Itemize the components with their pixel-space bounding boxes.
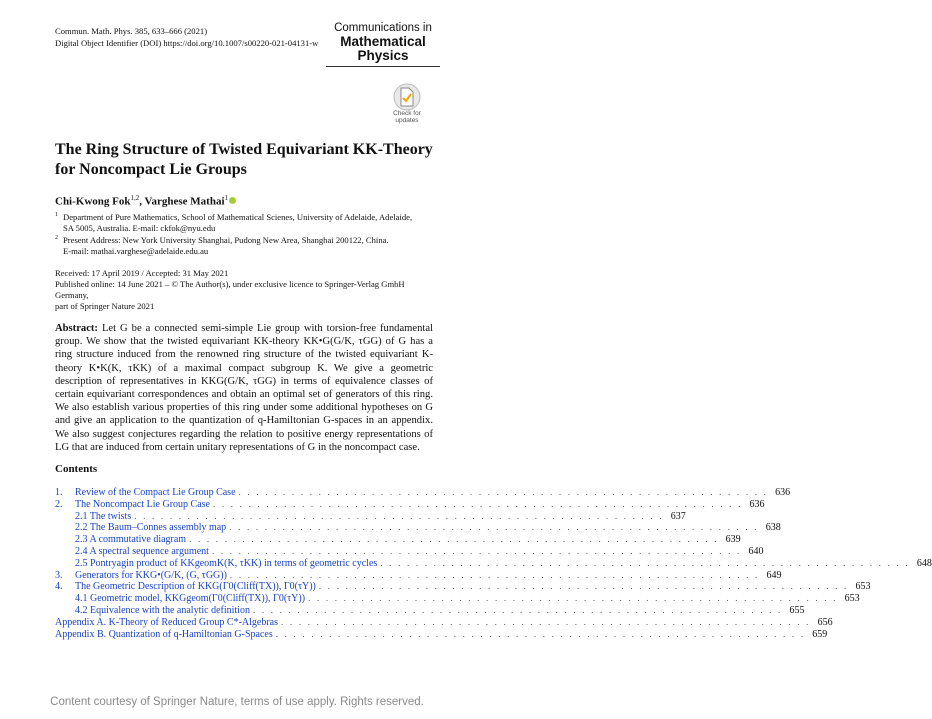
toc-entry-label[interactable]: 2.1 The twists bbox=[75, 510, 132, 522]
toc-entry-page: 653 bbox=[844, 593, 860, 605]
toc-leader-dots: . . . . . . . . . . . . . . . . . . . . . . . . . . . . . . . . . . . . . . . . . . . . . . . . . . . . . . . . . . . . bbox=[189, 534, 719, 545]
toc-entry-label[interactable]: Generators for KKG•(G/K, (G, τGG)) bbox=[75, 569, 227, 581]
authors-line: Chi-Kwong Fok$^{1,2}$, Varghese Mathai$^1$ bbox=[55, 194, 236, 208]
toc-entry-number: 3. bbox=[55, 569, 63, 581]
toc-leader-dots: . . . . . . . . . . . . . . . . . . . . . . . . . . . . . . . . . . . . . . . . . . . . . . . . . . . . . . . . . . . . bbox=[252, 604, 783, 615]
journal-name-line1: Communications in bbox=[334, 22, 432, 34]
article-title: The Ring Structure of Twisted Equivariant KK-Theory for Noncompact Lie Groups bbox=[55, 141, 433, 178]
toc-entry-page: 656 bbox=[817, 616, 833, 628]
toc-entry-label[interactable]: 4.1 Geometric model, KKGgeom(Γ0(Cliff(TX)), Γ0(τY)) bbox=[75, 593, 306, 605]
author-fok: Chi-Kwong Fok bbox=[55, 195, 131, 208]
toc-entry-label[interactable]: 2.2 The Baum–Connes assembly map bbox=[75, 522, 227, 534]
toc-leader-dots: . . . . . . . . . . . . . . . . . . . . . . . . . . . . . . . . . . . . . . . . . . . . . . . . . . . . . . . . . . . . bbox=[238, 487, 769, 497]
toc-entry-page: 637 bbox=[670, 510, 686, 522]
copyright-footer: Content courtesy of Springer Nature, terms of use apply. Rights reserved. bbox=[50, 696, 424, 708]
abstract bbox=[55, 322, 433, 454]
toc-entry-label[interactable]: 2.5 Pontryagin product of KKgeomK(K, τKK) in terms of geometric cycles bbox=[75, 557, 378, 569]
toc-entry-page: 648 bbox=[916, 557, 932, 569]
check-for-updates-label[interactable]: Check for updates bbox=[393, 110, 421, 124]
toc-entry-page: 653 bbox=[855, 581, 871, 593]
toc-entry-page: 638 bbox=[765, 522, 781, 534]
journal-logo bbox=[326, 22, 440, 63]
toc-entry[interactable] bbox=[55, 557, 932, 570]
toc-entry-page: 636 bbox=[775, 487, 791, 498]
journal-name-line2: Mathematical bbox=[340, 34, 426, 49]
toc-leader-dots: . . . . . . . . . . . . . . . . . . . . . . . . . . . . . . . . . . . . . . . . . . . . . . . . . . . . . . . . . . . . bbox=[318, 581, 849, 592]
publication-dates: Received: 17 April 2019 / Accepted: 31 May 2021 Published online: 14 June 2021 – © The Author(s), under exclusive licence to Springer-Verlag GmbH Germany, part of Springer Nature 2021 bbox=[55, 268, 405, 311]
toc-entry[interactable] bbox=[55, 522, 781, 534]
toc-entry-page: 655 bbox=[789, 604, 805, 616]
toc-leader-dots: . . . . . . . . . . . . . . . . . . . . . . . . . . . . . . . . . . . . . . . . . . . . . . . . . . . . . . . . . . . . bbox=[229, 569, 760, 580]
toc-entry-page: 636 bbox=[749, 498, 765, 510]
toc-entry-number: 4. bbox=[55, 581, 63, 593]
contents-heading: Contents bbox=[55, 463, 98, 475]
toc-entry-number: 1. bbox=[55, 487, 63, 498]
toc-entry-number bbox=[55, 546, 75, 558]
toc-entry-number bbox=[55, 522, 75, 534]
check-for-updates-icon[interactable] bbox=[392, 82, 422, 112]
toc-entry-page: 649 bbox=[766, 569, 782, 581]
author-mathai: , Varghese Mathai bbox=[139, 195, 225, 208]
toc-entry-number: 2. bbox=[55, 498, 63, 510]
toc-leader-dots: . . . . . . . . . . . . . . . . . . . . . . . . . . . . . . . . . . . . . . . . . . . . . . . . . . . . . . . . . . . . bbox=[281, 616, 811, 627]
toc-leader-dots: . . . . . . . . . . . . . . . . . . . . . . . . . . . . . . . . . . . . . . . . . . . . . . . . . . . . . . . . . . . . bbox=[134, 510, 664, 521]
toc-entry-number bbox=[55, 511, 75, 523]
doi-line[interactable]: Digital Object Identifier (DOI) https://doi.org/10.1007/s00220-021-04131-w bbox=[55, 38, 319, 48]
toc-leader-dots: . . . . . . . . . . . . . . . . . . . . . . . . . . . . . . . . . . . . . . . . . . . . . . . . . . . . . . . . . . . . bbox=[380, 557, 910, 568]
toc-entry-page: 659 bbox=[812, 628, 828, 640]
toc-entry-number bbox=[55, 558, 75, 570]
toc-entry-number bbox=[55, 605, 75, 617]
toc-entry-label[interactable]: 2.4 A spectral sequence argument bbox=[75, 545, 209, 557]
toc-entry[interactable] bbox=[55, 534, 741, 546]
toc-entry[interactable] bbox=[55, 487, 791, 499]
toc-entry-label[interactable]: 2.3 A commutative diagram bbox=[75, 534, 187, 546]
toc-leader-dots: . . . . . . . . . . . . . . . . . . . . . . . . . . . . . . . . . . . . . . . . . . . . . . . . . . . . . . . . . . . . bbox=[211, 545, 742, 556]
toc-entry[interactable] bbox=[55, 569, 782, 582]
toc-entry-page: 639 bbox=[725, 534, 741, 546]
journal-rule bbox=[326, 66, 440, 67]
toc-entry[interactable] bbox=[55, 581, 871, 593]
toc-entry[interactable] bbox=[55, 510, 686, 523]
toc-entry-page: 640 bbox=[748, 545, 764, 557]
toc-entry-number bbox=[55, 593, 75, 605]
toc-entry[interactable] bbox=[55, 616, 833, 629]
toc-entry[interactable] bbox=[55, 498, 765, 511]
table-of-contents bbox=[55, 487, 932, 640]
toc-entry[interactable] bbox=[55, 604, 805, 617]
toc-entry-label[interactable]: Appendix B. Quantization of q-Hamiltonian G-Spaces bbox=[55, 628, 273, 640]
toc-leader-dots: . . . . . . . . . . . . . . . . . . . . . . . . . . . . . . . . . . . . . . . . . . . . . . . . . . . . . . . . . . . . bbox=[308, 593, 838, 604]
abstract-text: Let G be a connected semi-simple Lie group with torsion-free fundamental group. We show that the twisted equivariant KK-theory KK•G(G/K, τGG) of G has a ring structure induced from the renowned ring structure of the twisted equivariant K-theory K•K(K, τKK) of a maximal compact subgroup K. We give a geometric description of representatives in KKG(G/K, τGG) in terms of equivalence classes of certain equivariant correspondences and obtain an optimal set of generators of this ring. We also establish various properties of this ring under some additional hypotheses on G and give an application to the quantization of q-Hamiltonian G-spaces in an appendix. We also suggest conjectures regarding the relation to positive energy representations of LG that are induced from certain unitary representations of G in the noncompact case. bbox=[55, 323, 433, 453]
toc-entry[interactable] bbox=[55, 628, 828, 641]
journal-name-line3: Physics bbox=[357, 48, 409, 63]
toc-entry-label[interactable]: Appendix A. K-Theory of Reduced Group C*-Algebras bbox=[55, 616, 279, 628]
journal-citation: Commun. Math. Phys. 385, 633–666 (2021) bbox=[55, 26, 208, 36]
orcid-icon[interactable] bbox=[229, 197, 236, 204]
toc-entry-label[interactable]: 4.2 Equivalence with the analytic definition bbox=[75, 604, 250, 616]
toc-entry-label[interactable]: The Noncompact Lie Group Case bbox=[75, 498, 210, 510]
toc-leader-dots: . . . . . . . . . . . . . . . . . . . . . . . . . . . . . . . . . . . . . . . . . . . . . . . . . . . . . . . . . . . . bbox=[275, 628, 806, 639]
toc-entry[interactable] bbox=[55, 545, 764, 558]
toc-leader-dots: . . . . . . . . . . . . . . . . . . . . . . . . . . . . . . . . . . . . . . . . . . . . . . . . . . . . . . . . . . . . bbox=[212, 498, 743, 509]
toc-leader-dots: . . . . . . . . . . . . . . . . . . . . . . . . . . . . . . . . . . . . . . . . . . . . . . . . . . . . . . . . . . . . bbox=[229, 522, 759, 533]
toc-entry-label[interactable]: The Geometric Description of KKG(Γ0(Cliff(TX)), Γ0(τY)) bbox=[75, 581, 316, 593]
toc-entry-label[interactable]: Review of the Compact Lie Group Case bbox=[75, 487, 236, 498]
toc-entry[interactable] bbox=[55, 593, 860, 605]
toc-entry-number bbox=[55, 534, 75, 546]
abstract-label: Abstract: bbox=[55, 323, 98, 334]
